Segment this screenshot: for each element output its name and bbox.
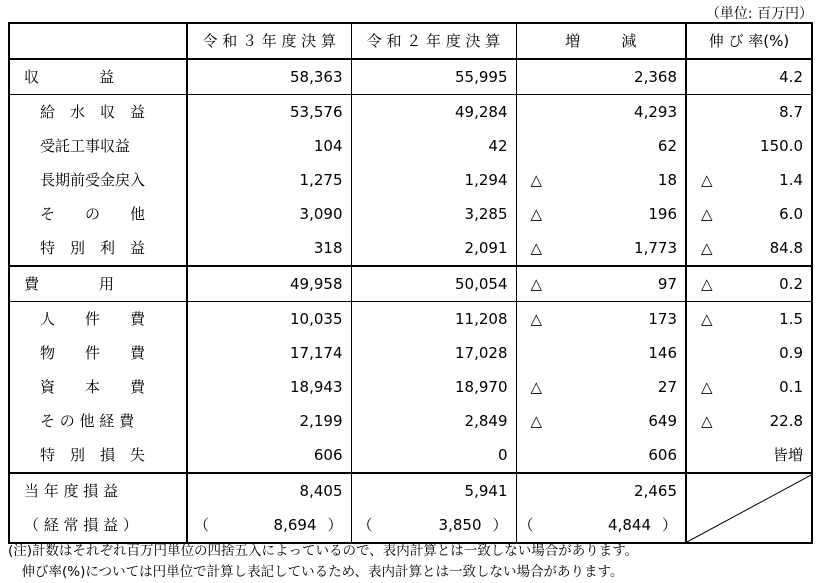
table-row	[9, 336, 812, 370]
value-text: 0	[497, 446, 508, 464]
current-year-value	[187, 302, 351, 337]
value-text: 17,174	[290, 344, 343, 362]
value-text: 53,576	[290, 103, 343, 121]
value-text: 2,199	[299, 412, 343, 430]
rate-value	[686, 404, 812, 438]
value-text: 皆増	[772, 446, 803, 464]
table-row	[9, 95, 812, 130]
current-year-value	[187, 336, 351, 370]
decrease-triangle-icon: △	[530, 310, 543, 328]
row-label: そ の 他 経 費	[40, 412, 135, 430]
row-label: 費 用	[24, 275, 115, 293]
value-text: 3,285	[464, 205, 508, 223]
row-label: 特 別 利 益	[40, 239, 146, 257]
value-text: 49,958	[290, 275, 343, 293]
value-text: 1,294	[464, 171, 508, 189]
table-row	[9, 473, 812, 508]
value-text: 10,035	[290, 310, 343, 328]
value-text: 27	[657, 378, 677, 396]
diff-value	[516, 438, 686, 473]
decrease-triangle-icon: △	[530, 275, 543, 293]
diagonal-line	[687, 474, 812, 542]
row-label: 人 件 費	[40, 310, 146, 328]
rate-value	[686, 95, 812, 130]
diff-value	[516, 231, 686, 266]
row-label-cell	[9, 163, 187, 197]
value-text: 18	[657, 171, 677, 189]
value-text: 97	[657, 275, 677, 293]
current-year-value	[187, 404, 351, 438]
decrease-triangle-icon: △	[701, 205, 713, 223]
current-year-value	[187, 473, 351, 508]
decrease-triangle-icon: △	[530, 205, 543, 223]
current-year-value	[187, 197, 351, 231]
rate-value	[686, 266, 812, 302]
current-year-value	[187, 370, 351, 404]
header-diff-decrease: 減	[621, 32, 637, 50]
diff-value	[516, 59, 686, 95]
unit-label: （単位: 百万円）	[705, 6, 813, 22]
row-label-cell	[9, 231, 187, 266]
header-diff	[516, 23, 686, 59]
prev-year-value	[351, 163, 516, 197]
value-text: 2,465	[634, 482, 677, 500]
note-line-2: 伸び率(%)については円単位で計算し表記しているため、表内計算とは一致しない場合があります。	[8, 564, 624, 580]
financial-table	[8, 22, 813, 544]
table-row	[9, 404, 812, 438]
table-row	[9, 129, 812, 163]
rate-value	[686, 302, 812, 337]
header-diff-increase: 増	[565, 32, 581, 50]
row-label-cell	[9, 129, 187, 163]
value-text: 50,054	[455, 275, 508, 293]
decrease-triangle-icon: △	[701, 412, 713, 430]
row-label-cell	[9, 404, 187, 438]
header-current-year: 令 和 ３ 年 度 決 算	[187, 23, 351, 59]
table-row	[9, 231, 812, 266]
value-text: 3,850	[438, 516, 482, 534]
rate-value	[686, 336, 812, 370]
row-label: 受託工事収益	[40, 137, 131, 155]
decrease-triangle-icon: △	[701, 310, 713, 328]
current-year-value	[187, 438, 351, 473]
table-row	[9, 197, 812, 231]
row-label-cell	[9, 508, 187, 543]
value-text: 84.8	[769, 239, 803, 257]
prev-year-value	[351, 370, 516, 404]
decrease-triangle-icon: △	[530, 171, 543, 189]
diff-value	[516, 508, 686, 543]
value-text: 55,995	[455, 68, 508, 86]
header-label-cell	[9, 23, 187, 59]
value-text: 2,849	[464, 412, 508, 430]
row-label-cell	[9, 197, 187, 231]
row-label-cell	[9, 336, 187, 370]
row-label: 収 益	[24, 68, 115, 86]
row-label: 特 別 損 失	[40, 446, 146, 464]
decrease-triangle-icon: △	[701, 275, 713, 293]
table-row	[9, 266, 812, 302]
value-text: 58,363	[290, 68, 343, 86]
value-text: 196	[648, 205, 677, 223]
table-header-row	[9, 23, 812, 59]
decrease-triangle-icon: △	[701, 378, 713, 396]
prev-year-value	[351, 231, 516, 266]
row-label: 資 本 費	[40, 378, 146, 396]
diff-value	[516, 302, 686, 337]
value-text: 49,284	[455, 103, 508, 121]
table-row	[9, 302, 812, 337]
value-text: 1.4	[779, 171, 803, 189]
table-body	[9, 59, 812, 543]
current-year-value	[187, 508, 351, 543]
rate-value	[686, 231, 812, 266]
value-text: 146	[648, 344, 677, 362]
note-line-1: (注)計数はそれぞれ百万円単位の四捨五入によっているので、表内計算とは一致しない場合があります。	[8, 543, 639, 559]
value-text: 150.0	[760, 137, 803, 155]
diff-value	[516, 473, 686, 508]
prev-year-value	[351, 266, 516, 302]
row-label-cell	[9, 266, 187, 302]
current-year-value	[187, 95, 351, 130]
prev-year-value	[351, 438, 516, 473]
diff-value	[516, 370, 686, 404]
diagonal-slash	[687, 474, 812, 542]
prev-year-value	[351, 197, 516, 231]
decrease-triangle-icon: △	[530, 378, 543, 396]
value-text: 1.5	[779, 310, 803, 328]
decrease-triangle-icon: △	[530, 412, 543, 430]
value-text: 173	[648, 310, 677, 328]
header-rate: 伸 び 率(%)	[686, 23, 812, 59]
row-label-cell	[9, 95, 187, 130]
prev-year-value	[351, 59, 516, 95]
header-prev-year: 令 和 ２ 年 度 決 算	[351, 23, 516, 59]
value-text: 11,208	[455, 310, 508, 328]
value-text: 0.1	[779, 378, 803, 396]
value-text: 1,275	[299, 171, 343, 189]
value-text: 18,943	[290, 378, 343, 396]
prev-year-value	[351, 473, 516, 508]
current-year-value	[187, 231, 351, 266]
value-text: 606	[313, 446, 343, 464]
value-text: 18,970	[455, 378, 508, 396]
diff-value	[516, 336, 686, 370]
value-text: 5,941	[464, 482, 508, 500]
paren-open: （	[194, 516, 210, 534]
rate-value	[686, 129, 812, 163]
decrease-triangle-icon: △	[701, 171, 713, 189]
diff-value	[516, 129, 686, 163]
value-text: 8,405	[299, 482, 343, 500]
diff-value	[516, 266, 686, 302]
table-row	[9, 59, 812, 95]
row-label-cell	[9, 302, 187, 337]
rate-value	[686, 59, 812, 95]
value-text: 6.0	[779, 205, 803, 223]
value-text: 4.2	[779, 68, 803, 86]
row-label-cell	[9, 370, 187, 404]
table-row	[9, 370, 812, 404]
prev-year-value	[351, 404, 516, 438]
rate-value	[686, 370, 812, 404]
row-label-cell	[9, 438, 187, 473]
paren-close: ）	[661, 516, 677, 534]
table-row	[9, 163, 812, 197]
row-label: 当 年 度 損 益	[24, 482, 119, 500]
rate-value	[686, 197, 812, 231]
rate-value	[686, 163, 812, 197]
decrease-triangle-icon: △	[701, 239, 713, 257]
current-year-value	[187, 266, 351, 302]
prev-year-value	[351, 508, 516, 543]
current-year-value	[187, 59, 351, 95]
row-label-cell	[9, 473, 187, 508]
row-label-cell	[9, 59, 187, 95]
value-text: 4,844	[608, 516, 651, 534]
diff-value	[516, 197, 686, 231]
paren-close: ）	[492, 516, 508, 534]
value-text: 4,293	[634, 103, 677, 121]
value-text: 8.7	[779, 103, 803, 121]
row-label: （ 経 常 損 益 ）	[24, 516, 138, 534]
value-text: 0.9	[779, 344, 803, 362]
value-text: 2,091	[464, 239, 508, 257]
value-text: 1,773	[634, 239, 677, 257]
value-text: 104	[313, 137, 343, 155]
rate-value	[686, 473, 812, 543]
value-text: 3,090	[299, 205, 343, 223]
diff-value	[516, 95, 686, 130]
table-row	[9, 438, 812, 473]
value-text: 2,368	[634, 68, 677, 86]
paren-open: （	[518, 516, 534, 534]
paren-close: ）	[327, 516, 343, 534]
row-label: 給 水 収 益	[40, 103, 146, 121]
value-text: 606	[648, 446, 677, 464]
value-text: 0.2	[779, 275, 803, 293]
prev-year-value	[351, 95, 516, 130]
prev-year-value	[351, 336, 516, 370]
diff-value	[516, 404, 686, 438]
decrease-triangle-icon: △	[530, 239, 543, 257]
value-text: 8,694	[273, 516, 317, 534]
row-label: そ の 他	[40, 205, 146, 223]
prev-year-value	[351, 129, 516, 163]
row-label: 物 件 費	[40, 344, 146, 362]
value-text: 62	[657, 137, 677, 155]
value-text: 22.8	[769, 412, 803, 430]
paren-open: （	[357, 516, 373, 534]
value-text: 318	[313, 239, 343, 257]
current-year-value	[187, 163, 351, 197]
row-label: 長期前受金戻入	[40, 171, 146, 189]
value-text: 17,028	[455, 344, 508, 362]
current-year-value	[187, 129, 351, 163]
value-text: 649	[648, 412, 677, 430]
rate-value	[686, 438, 812, 473]
value-text: 42	[488, 137, 508, 155]
diff-value	[516, 163, 686, 197]
prev-year-value	[351, 302, 516, 337]
